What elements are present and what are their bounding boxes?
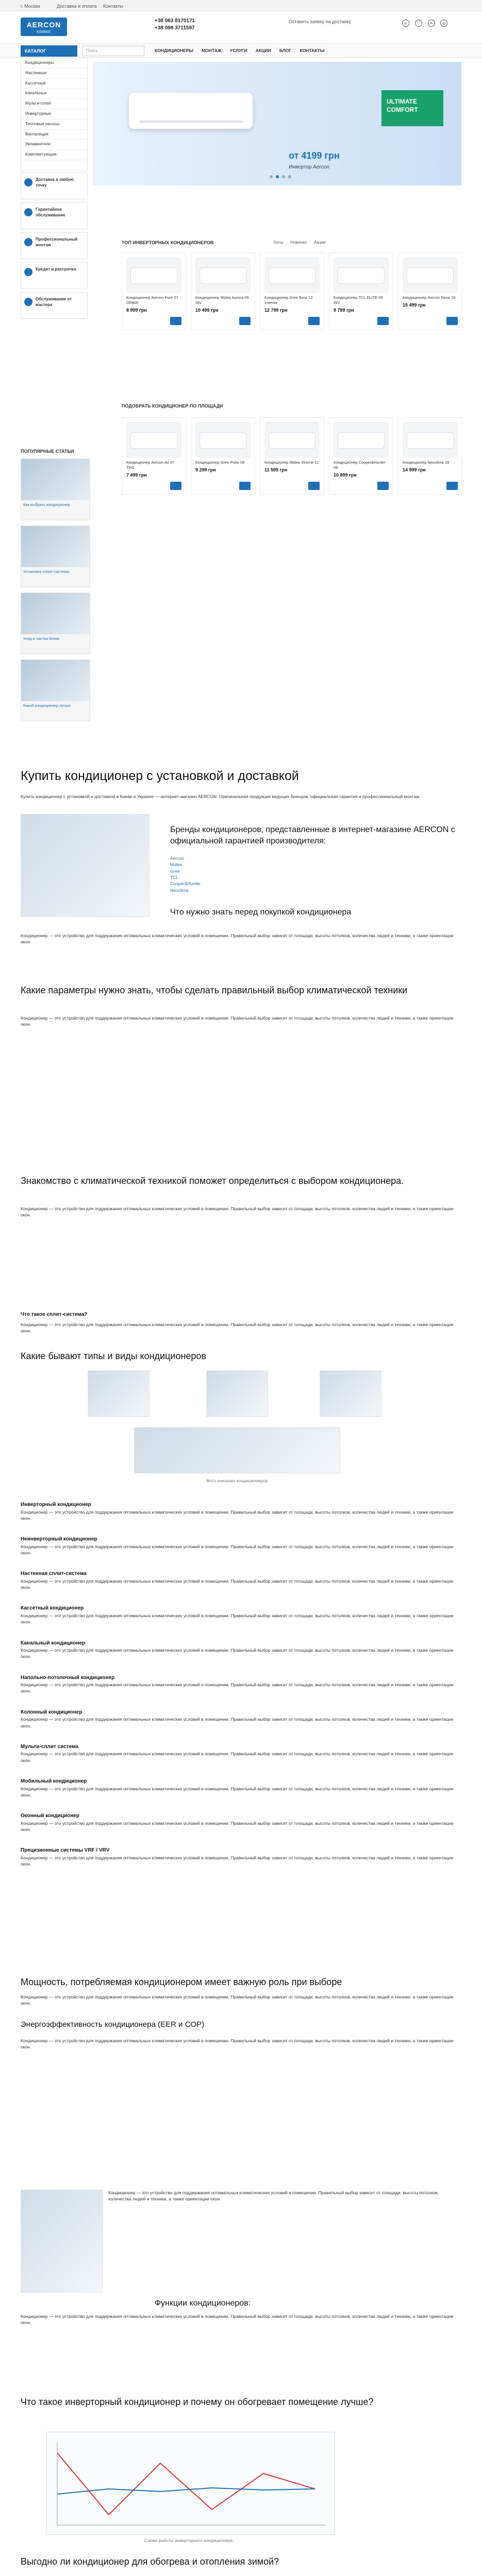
cart-button[interactable] [377,317,389,325]
area-select-title: ПОДОБРАТЬ КОНДИЦИОНЕР ПО ПЛОЩАДИ [122,403,223,409]
truck-icon [24,178,32,187]
search-input[interactable]: Поиск... [82,46,144,56]
section-title: Какие параметры нужно знать, чтобы сделать правильный выбор климатической техники [21,985,408,995]
wrench-icon [24,238,32,246]
banner-price: от 4199 грн [289,150,340,161]
product-card[interactable]: Кондиционер Midea Xtreme 12 11 599 грн [260,417,324,495]
product-card[interactable]: Кондиционер Gree Bora 12 Inverter 12 799 грн [260,252,324,330]
sidebar-item[interactable]: Кассетные [21,79,87,89]
contacts-link[interactable]: Контакты [103,4,123,9]
cart-button[interactable] [446,317,458,325]
ac-photo [206,1370,268,1417]
delivery-link[interactable]: Доставка и оплата [57,4,97,9]
compare-icon[interactable]: ≡ [428,20,435,27]
functions-title: Функции кондиционеров: [155,2299,251,2308]
phone-1[interactable]: +38 063 8170171 [155,18,195,24]
cart-button[interactable] [239,317,251,325]
feature-item: Обслуживание от мастера [21,292,88,319]
popular-card[interactable]: Какой кондиционер лучше [21,659,90,721]
popular-card[interactable]: Как выбрать кондиционер [21,459,90,520]
topbar [0,0,482,11]
tab[interactable]: Новинки [290,240,307,245]
header [0,11,482,43]
ac-photo [134,1427,340,1473]
phone-2[interactable]: +38 098 3711597 [155,25,195,31]
nav-item[interactable]: АКЦИИ [255,48,271,53]
product-card[interactable]: Кондиционер Gree Pular 09 9 299 грн [191,417,255,495]
logo-name: AERCON [26,21,61,29]
product-card[interactable]: Кондиционер Neoclima 18 14 999 грн [398,417,462,495]
split-title: Что такое сплит-система? [21,1312,88,1317]
card-icon [24,268,32,276]
body-text: Кондиционер — это устройство для поддержания оптимальных климатических условий в помещении. Правильный выбор зависит от площади, высоты потолков, количества людей и техники, а также ориентации окон. [21,1994,454,2006]
section-title: Какие бывают типы и виды кондиционеров [21,1351,206,1361]
product-tabs [273,240,331,246]
feature-item: Кредит и рассрочка [21,262,88,289]
section-title: Энергоэффективность кондиционера (EER и COP) [21,2020,205,2029]
product-card[interactable]: Кондиционер Cooper&Hunter 09 10 899 грн [329,417,393,495]
inverter-chart [47,2432,336,2535]
feature-item: Профессиональный монтаж [21,232,88,259]
section-title: Выгодно ли кондиционер для обогрева и отопления зимой? [21,2556,279,2567]
heart-icon[interactable]: ♡ [415,20,422,27]
body-text: Кондиционер — это устройство для поддержания оптимальных климатических условий в помещении. Правильный выбор зависит от площади, высоты потолков, количества людей и техники, а также ориентации окон. [21,2038,454,2050]
hero-banner[interactable] [93,62,461,185]
product-card[interactable]: Кондиционер Aercon Pure 07 DR800 8 999 грн [122,252,186,330]
sidebar-item[interactable]: Тепловые насосы [21,120,87,130]
sidebar-item[interactable]: Увлажнители [21,140,87,150]
cart-icon[interactable]: ⊔ [440,20,447,27]
sidebar-item[interactable]: Настенные [21,69,87,79]
section-title: Знакомство с климатической техникой поможет определиться с выбором кондиционера. [21,1176,404,1186]
city-link[interactable]: г. Москва [21,4,40,9]
body-text: Кондиционер — это устройство для поддержания оптимальных климатических условий в помещении. Правильный выбор зависит от площади, высоты потолков, количества людей и техники, а также ориентации окон. [21,1015,454,1027]
installer-photo [21,814,149,917]
remote-photo [21,2190,103,2293]
cart-button[interactable] [308,482,320,490]
catalog-button[interactable]: КАТАЛОГ [21,45,77,57]
nav-item[interactable]: БЛОГ [279,48,292,53]
cart-button[interactable] [446,482,458,490]
shield-icon [24,208,32,216]
nav-item[interactable]: УСЛУГИ [229,48,247,53]
nav-bar [0,43,482,58]
phones [155,18,195,31]
cart-button[interactable] [308,317,320,325]
banner-sub: Инвертор Aercon [289,164,329,170]
popular-card[interactable]: Установка сплит-системы [21,526,90,587]
sidebar-item[interactable]: Вентиляция [21,130,87,140]
feature-item: Гарантийное обслуживание [21,202,88,229]
nav-item[interactable]: МОНТАЖ [202,48,222,53]
header-icons [402,20,452,27]
tab[interactable]: Хиты [273,240,284,245]
product-card[interactable]: Кондиционер Aercon Air 07 TRG 7 499 грн [122,417,186,495]
nav-menu [155,48,331,54]
banner-dots[interactable] [268,174,293,181]
brands-list: Aercon Midea Gree TCL Cooper&Hunter Neoclima [170,856,201,893]
popular-card[interactable]: Уход и чистка блока [21,592,90,654]
inverter-diagram [46,2432,335,2535]
service-icon [24,298,32,306]
body-text: Кондиционер — это устройство для поддержания оптимальных климатических условий в помещении. Правильный выбор зависит от площади, высоты потолков, количества людей и техники, а также ориентации окон. [21,2314,454,2326]
diagram-caption: Схема работы инверторного кондиционера [144,2538,233,2543]
cart-button[interactable] [377,482,389,490]
body-text: Кондиционер — это устройство для поддержания оптимальных климатических условий в помещении. Правильный выбор зависит от площади, высоты потолков, количества людей и техники, а также ориентации окон. [21,1206,454,1218]
section-title: Что такое инверторный кондиционер и почему он обогревает помещение лучше? [21,2397,374,2407]
popular-title: ПОПУЛЯРНЫЕ СТАТЬИ [21,449,74,454]
request-link[interactable]: Оставить заявку на доставку [289,19,352,24]
sidebar-item[interactable]: Инверторные [21,109,87,120]
ac-photo [88,1370,149,1417]
product-card[interactable]: Кондиционер TCL ELITE 09 INV 9 799 грн [329,252,393,330]
tab[interactable]: Акции [314,240,326,245]
air-conditioner-image [129,93,253,129]
cart-button[interactable] [170,482,181,490]
section-title: Мощность, потребляемая кондиционером имеет важную роль при выборе [21,1977,342,1987]
cart-button[interactable] [239,482,251,490]
know-title: Что нужно знать перед покупкой кондиционера [170,908,352,917]
photo-caption: Фото внешних кондиционеров [206,1478,268,1483]
intro-text: Купить кондиционер с установкой и доставкой в Киеве и Украине — интернет-магазин AERCON. Оригинальная продукция ведущих брендов, официальная гарантия и профессиональный монтаж. [21,794,421,799]
product-card[interactable]: Кондиционер Midea Aurora 09 INV 10 499 грн [191,252,255,330]
cart-button[interactable] [170,317,181,325]
body-text: Кондиционер — это устройство для поддержания оптимальных климатических условий в помещении. Правильный выбор зависит от площади, высоты потолков, количества людей и техники, а также ориентации окон. [108,2190,439,2202]
ac-photo [320,1370,381,1417]
top-inverter-title: ТОП ИНВЕРТОРНЫХ КОНДИЦИОНЕРОВ [122,240,214,245]
body-text: Кондиционер — это устройство для поддержания оптимальных климатических условий в помещении. Правильный выбор зависит от площади, высоты потолков, количества людей и техники, а также ориентации окон. [21,1322,454,1334]
sidebar-item[interactable]: Мульти-сплит [21,99,87,109]
sidebar-menu [21,58,88,171]
nav-item[interactable]: КОНДИЦИОНЕРЫ [155,48,193,53]
banner-brand: ULTIMATE COMFORT [381,90,443,126]
body-text: Кондиционер — это устройство для поддержания оптимальных климатических условий в помещении. Правильный выбор зависит от площади, высоты потолков, количества людей и техники, а также ориентации окон. [21,933,454,945]
sidebar-item[interactable]: Комплектующие [21,150,87,160]
brands-title: Бренды кондиционеров, представленные в интернет-магазине AERCON с официальной гарантией производителя: [170,825,455,845]
features [21,173,88,322]
types-list: Инверторный кондиционер Кондиционер — это устройство для поддержания оптимальных климатических условий в помещении. Правильный выбор зависит от площади, высоты потолков, количества людей и техники, а также ориентации окон. Неинверторный кондиционер Кондиционер — это устройство для поддержания оптимальных климатических условий в помещении. Правильный выбор зависит от площади, высоты потолков, количества людей и техники, а также ориентации окон. Настенная сплит-система Кондиционер — это устройство для поддержания оптимальных климатических условий в помещении. Правильный выбор зависит от площади, высоты потолков, количества людей и техники, а также ориентации окон. Кассетный кондиционер Кондиционер — это устройство для поддержания оптимальных климатических условий в помещении. Правильный выбор зависит от площади, высоты потолков, количества людей и техники, а также ориентации окон. Канальный кондиционер Кондиционер — это устройство для поддержания оптимальных климатических условий в помещении. Правильный выбор зависит от площади, высоты потолков, количества людей и техники, а также ориентации окон. Напольно-потолочный кондиционер Кондиционер — это устройство для поддержания оптимальных климатических условий в помещении. Правильный выбор зависит от площади, высоты потолков, количества людей и техники, а также ориентации окон. Колонный кондиционер Кондиционер — это устройство для поддержания оптимальных климатических условий в помещении. Правильный выбор зависит от площади, высоты потолков, количества людей и техники, а также ориентации окон. Мульти-сплит система Кондиционер — это устройство для поддержания оптимальных климатических условий в помещении. Правильный выбор зависит от площади, высоты потолков, количества людей и техники, а также ориентации окон. Мобильный кондиционер Кондиционер — это устройство для поддержания оптимальных климатических условий в помещении. Правильный выбор зависит от площади, высоты потолков, количества людей и техники, а также ориентации окон. Оконный кондиционер Кондиционер — это устройство для поддержания оптимальных климатических условий в помещении. Правильный выбор зависит от площади, высоты потолков, количества людей и техники, а также ориентации окон. Прецизионные системы VRF / VRV Кондиционер — это устройство для поддержания оптимальных климатических условий в помещении. Правильный выбор зависит от площади, высоты потолков, количества людей и техники, а также ориентации окон. [21,1502,454,1867]
product-card[interactable]: Кондиционер Aercon Nova 18 15 499 грн [398,252,462,330]
sidebar-item[interactable]: Кондиционеры [21,58,87,69]
feature-item: Доставка в любую точку [21,173,88,199]
logo-tagline: КЛИМАТ [37,30,51,34]
nav-item[interactable]: КОНТАКТЫ [300,48,325,53]
logo[interactable] [21,18,67,36]
page-title: Купить кондиционер с установкой и доставкой [21,769,299,783]
user-icon[interactable]: ☺ [402,20,409,27]
sidebar-item[interactable]: Канальные [21,89,87,99]
